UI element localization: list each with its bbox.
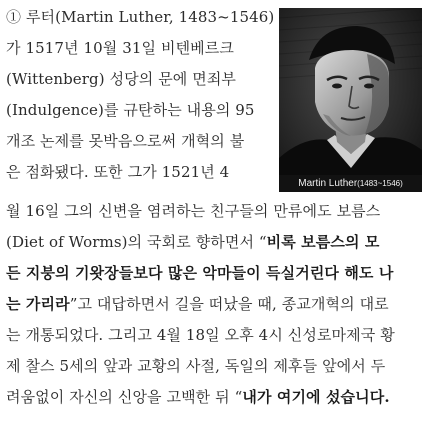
quote-bold-2: 든 지붕의 기왓장들보다 많은 악마들이 득실거린다 해도 나 — [6, 264, 394, 282]
text-line-13 — [6, 386, 424, 408]
text-line-3: (Wittenberg) 성당의 문에 면죄부 — [6, 70, 237, 88]
quote-bold-1: 비록 보름스의 모 — [266, 233, 380, 251]
text-line-8 — [6, 231, 424, 253]
quote-bold-4: 내가 여기에 섰습니다. — [242, 388, 390, 406]
portrait-caption — [279, 175, 422, 192]
text-line-13-regular: 려움없이 자신의 신앙을 고백한 뒤 “ — [6, 388, 243, 406]
text-line-10 — [6, 293, 424, 315]
text-line-8-regular: (Diet of Worms)의 국회로 향하면서 “ — [6, 233, 267, 251]
text-line-12: 제 찰스 5세의 앞과 교황의 사절, 독일의 제후들 앞에서 두 — [6, 357, 386, 375]
quote-bold-3: 는 가리라 — [6, 295, 70, 313]
luther-portrait — [279, 8, 422, 192]
text-line-4: (Indulgence)를 규탄하는 내용의 95 — [6, 101, 255, 119]
text-line-1: ① 루터(Martin Luther, 1483~1546) — [6, 8, 275, 26]
text-line-2: 가 1517년 10월 31일 비텐베르크 — [6, 39, 234, 57]
text-line-6: 은 점화됐다. 또한 그가 1521년 4 — [6, 163, 230, 181]
text-line-5: 개조 논제를 못박음으로써 개혁의 불 — [6, 132, 245, 150]
portrait-engraving-image — [279, 8, 422, 192]
portrait-caption-years: (1483~1546) — [357, 179, 403, 188]
text-line-11: 는 개통되었다. 그리고 4월 18일 오후 4시 신성로마제국 황 — [6, 326, 395, 344]
text-line-7: 월 16일 그의 신변을 염려하는 친구들의 만류에도 보름스 — [6, 202, 381, 220]
text-line-10-regular: ”고 대답하면서 길을 떠났을 때, 종교개혁의 대로 — [69, 295, 389, 313]
portrait-caption-name: Martin Luther — [298, 178, 358, 189]
